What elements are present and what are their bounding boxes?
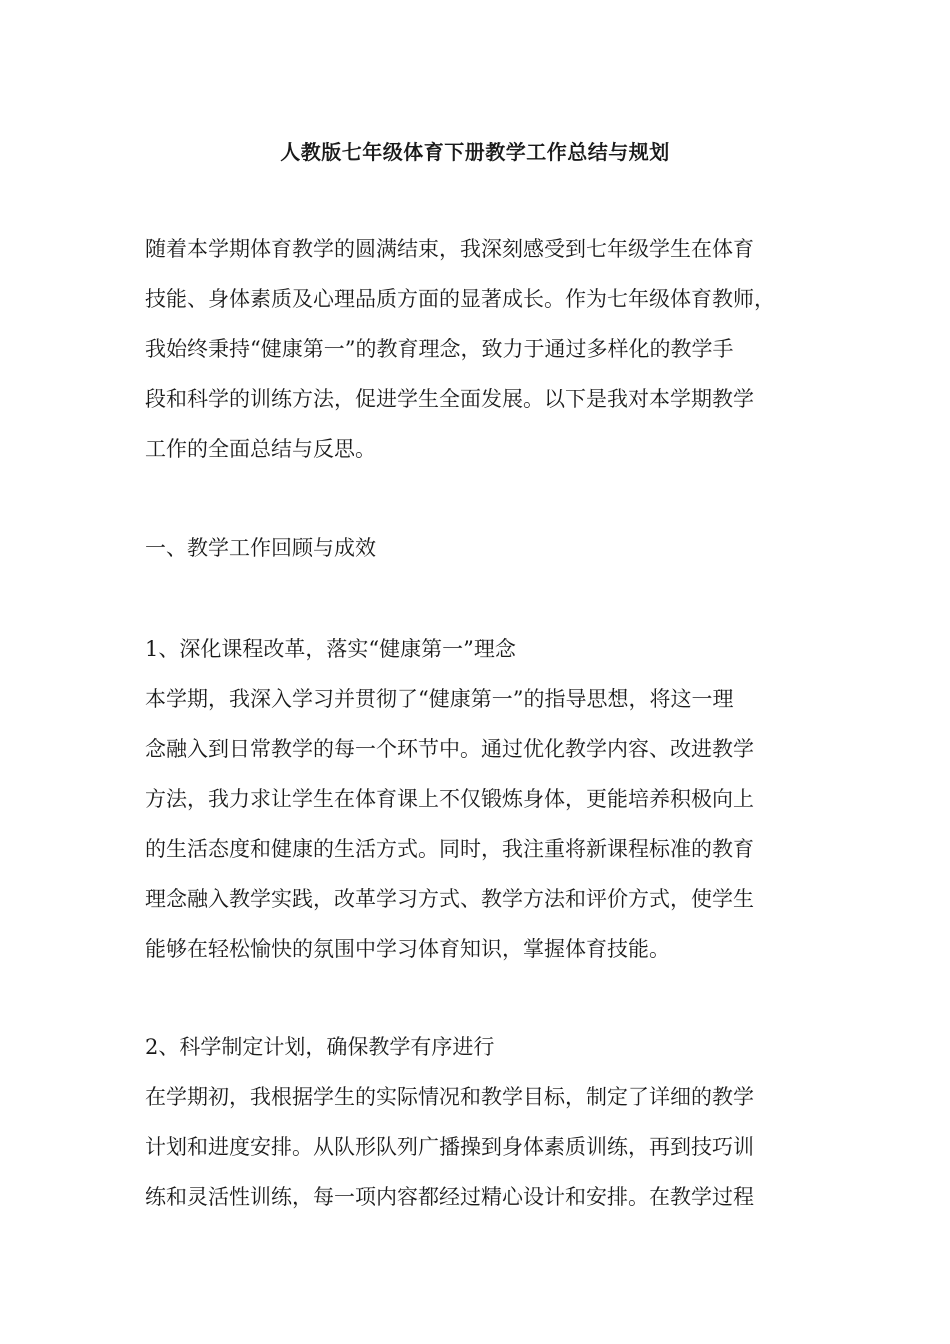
section1-heading: 一、教学工作回顾与成效 — [145, 536, 376, 560]
paragraph-line: 我始终秉持“健康第一”的教育理念，致力于通过多样化的教学手 — [145, 337, 734, 361]
subsection-2 — [145, 1022, 815, 1222]
paragraph-line: 在学期初，我根据学生的实际情况和教学目标，制定了详细的教学 — [145, 1085, 754, 1109]
paragraph-line: 练和灵活性训练，每一项内容都经过精心设计和安排。在教学过程 — [145, 1185, 754, 1209]
paragraph-line: 方法，我力求让学生在体育课上不仅锻炼身体，更能培养积极向上 — [145, 787, 754, 811]
subsection-1-heading: 1、深化课程改革，落实“健康第一”理念 — [145, 637, 516, 661]
subsection-2-heading: 2、科学制定计划，确保教学有序进行 — [145, 1035, 495, 1059]
subsection-1 — [145, 624, 815, 974]
paragraph-line: 念融入到日常教学的每一个环节中。通过优化教学内容、改进教学 — [145, 737, 754, 761]
paragraph-line: 段和科学的训练方法，促进学生全面发展。以下是我对本学期教学 — [145, 387, 754, 411]
paragraph-line: 计划和进度安排。从队形队列广播操到身体素质训练，再到技巧训 — [145, 1135, 754, 1159]
section-heading — [145, 523, 815, 573]
document-title: 人教版七年级体育下册教学工作总结与规划 — [280, 140, 670, 164]
paragraph-line: 的生活态度和健康的生活方式。同时，我注重将新课程标准的教育 — [145, 837, 754, 861]
paragraph-line: 随着本学期体育教学的圆满结束，我深刻感受到七年级学生在体育 — [145, 237, 754, 261]
paragraph-line: 技能、身体素质及心理品质方面的显著成长。作为七年级体育教师， — [145, 287, 775, 311]
intro-paragraph — [145, 224, 815, 474]
paragraph-line: 能够在轻松愉快的氛围中学习体育知识，掌握体育技能。 — [145, 937, 670, 961]
paragraph-line: 本学期，我深入学习并贯彻了“健康第一”的指导思想，将这一理 — [145, 687, 734, 711]
paragraph-line: 工作的全面总结与反思。 — [145, 437, 376, 461]
paragraph-line: 理念融入教学实践，改革学习方式、教学方法和评价方式，使学生 — [145, 887, 754, 911]
